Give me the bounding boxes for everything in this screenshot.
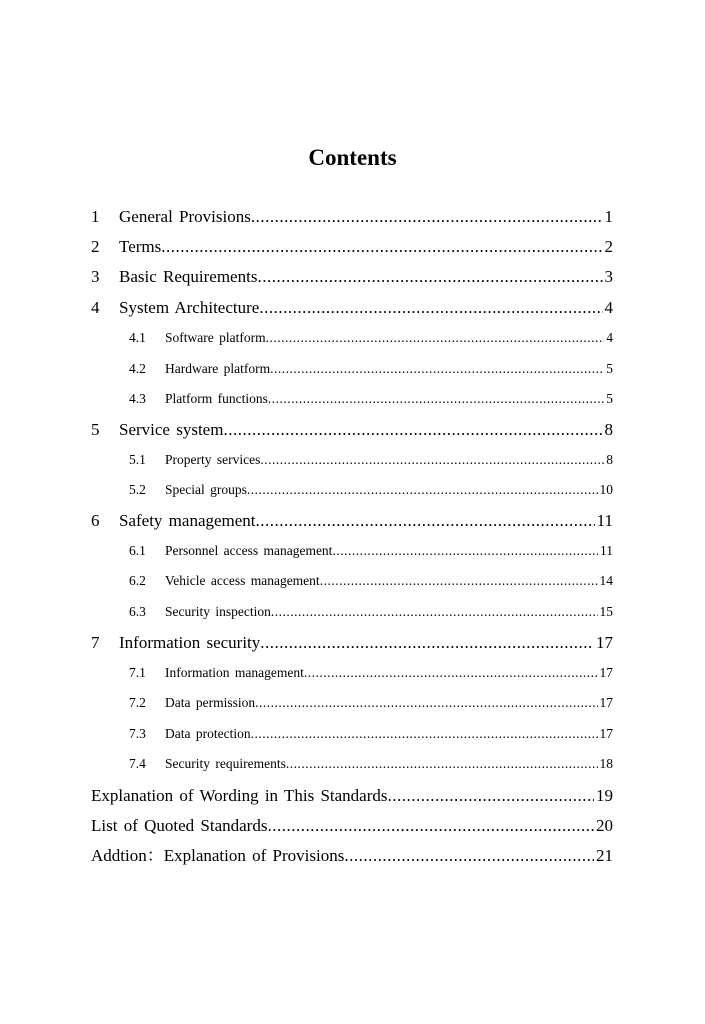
toc-entry-label: Explanation of Wording in This Standards (91, 786, 388, 805)
toc-entry-page: 15 (599, 604, 613, 619)
toc-entry-page: 11 (596, 511, 613, 530)
toc-entry-software-platform[interactable] (129, 329, 613, 347)
toc-entry-page: 1 (604, 207, 613, 226)
toc-entry-number: 3 (91, 267, 100, 286)
toc-entry-label: Terms (119, 237, 162, 256)
toc-entry-label: Data permission (165, 695, 256, 710)
dot-leader (270, 360, 604, 378)
toc-entry-terms[interactable] (91, 236, 613, 258)
toc-entry-page: 8 (604, 420, 613, 439)
toc-entry-number: 1 (91, 207, 100, 226)
toc-entry-page: 10 (599, 482, 613, 497)
dot-leader (247, 481, 598, 499)
toc-entry-page: 4 (604, 298, 613, 317)
toc-entry-page: 3 (604, 267, 613, 286)
toc-entry-special-groups[interactable] (129, 481, 613, 499)
toc-entry-number: 6.3 (129, 604, 146, 619)
toc-entry-property-services[interactable] (129, 451, 613, 469)
toc-entry-page: 17 (599, 726, 613, 741)
toc-entry-page: 19 (596, 786, 613, 805)
toc-entry-safety-management[interactable] (91, 510, 613, 532)
dot-leader (271, 603, 598, 621)
toc-entry-label: Security requirements (165, 756, 286, 771)
toc-entry-basic-requirements[interactable] (91, 266, 613, 288)
toc-entry-data-permission[interactable] (129, 694, 613, 712)
toc-entry-page: 17 (596, 633, 613, 652)
toc-entry-page: 18 (599, 756, 613, 771)
toc-entry-number: 7 (91, 633, 100, 652)
toc-entry-system-architecture[interactable] (91, 297, 613, 319)
toc-entry-label: Basic Requirements (119, 267, 258, 286)
toc-entry-page: 17 (599, 695, 613, 710)
toc-entry-label: Addtion：Explanation of Provisions (91, 846, 345, 865)
toc-entry-page: 21 (596, 846, 613, 865)
toc-entry-number: 6.2 (129, 573, 146, 588)
toc-entry-number: 4.2 (129, 361, 146, 376)
dot-leader (257, 266, 602, 288)
dot-leader (286, 755, 598, 773)
toc-entry-page: 20 (596, 816, 613, 835)
toc-entry-platform-functions[interactable] (129, 390, 613, 408)
toc-entry-explanation-of-wording[interactable] (91, 785, 613, 807)
toc-entry-page: 14 (599, 573, 613, 588)
toc-entry-explanation-of-provisions[interactable] (91, 845, 613, 867)
toc-entry-label: Software platform (165, 330, 266, 345)
dot-leader (268, 390, 604, 408)
toc-entry-security-requirements[interactable] (129, 755, 613, 773)
dot-leader (388, 785, 594, 807)
toc-entry-number: 7.1 (129, 665, 146, 680)
dot-leader (223, 419, 602, 441)
toc-entry-label: Safety management (119, 511, 256, 530)
dot-leader (260, 632, 594, 654)
toc-entry-number: 5.2 (129, 482, 146, 497)
toc-entry-number: 5.1 (129, 452, 146, 467)
toc-entry-number: 2 (91, 237, 100, 256)
toc-entry-service-system[interactable] (91, 419, 613, 441)
toc-entry-number: 7.2 (129, 695, 146, 710)
toc-entry-page: 2 (604, 237, 613, 256)
toc-entry-label: Platform functions (165, 391, 268, 406)
toc-entry-number: 7.3 (129, 726, 146, 741)
toc-entry-number: 4.3 (129, 391, 146, 406)
toc-entry-label: Hardware platform (165, 361, 271, 376)
toc-entry-number: 7.4 (129, 756, 146, 771)
dot-leader (260, 451, 604, 469)
toc-entry-page: 17 (599, 665, 613, 680)
dot-leader (259, 297, 602, 319)
toc-entry-number: 5 (91, 420, 100, 439)
toc-entry-hardware-platform[interactable] (129, 360, 613, 378)
page-title: Contents (308, 145, 397, 170)
toc-entry-label: Personnel access management (165, 543, 333, 558)
toc-entry-information-security[interactable] (91, 632, 613, 654)
toc-entry-data-protection[interactable] (129, 725, 613, 743)
dot-leader (255, 694, 597, 712)
dot-leader (251, 206, 603, 228)
toc-entry-page: 8 (606, 452, 613, 467)
toc-entry-vehicle-access-management[interactable] (129, 572, 613, 590)
toc-entry-label: Service system (119, 420, 224, 439)
toc-entry-label: Data protection (165, 726, 251, 741)
toc-entry-number: 4.1 (129, 330, 146, 345)
toc-entry-personnel-access-management[interactable] (129, 542, 613, 560)
dot-leader (266, 329, 605, 347)
toc-entry-number: 6.1 (129, 543, 146, 558)
toc-entry-general-provisions[interactable] (91, 206, 613, 228)
toc-entry-page: 4 (606, 330, 613, 345)
toc-entry-label: Vehicle access management (165, 573, 320, 588)
toc-entry-number: 4 (91, 298, 100, 317)
dot-leader (344, 845, 594, 867)
toc-entry-security-inspection[interactable] (129, 603, 613, 621)
toc-entry-label: Information security (119, 633, 261, 652)
toc-entry-page: 11 (600, 543, 613, 558)
dot-leader (267, 815, 594, 837)
toc-entry-label: Special groups (165, 482, 247, 497)
dot-leader (332, 542, 598, 560)
toc-entry-list-of-quoted-standards[interactable] (91, 815, 613, 837)
toc-entry-label: System Architecture (119, 298, 260, 317)
toc-entry-information-management[interactable] (129, 664, 613, 682)
toc-entry-label: Security inspection (165, 604, 271, 619)
toc-entry-label: Property services (165, 452, 261, 467)
dot-leader (251, 725, 598, 743)
dot-leader (304, 664, 598, 682)
toc-entry-label: List of Quoted Standards (91, 816, 268, 835)
toc-entry-number: 6 (91, 511, 100, 530)
dot-leader (161, 236, 602, 258)
dot-leader (256, 510, 595, 532)
dot-leader (320, 572, 598, 590)
toc-entry-label: General Provisions (119, 207, 251, 226)
toc-entry-page: 5 (606, 361, 613, 376)
toc-entry-page: 5 (606, 391, 613, 406)
toc-entry-label: Information management (165, 665, 304, 680)
